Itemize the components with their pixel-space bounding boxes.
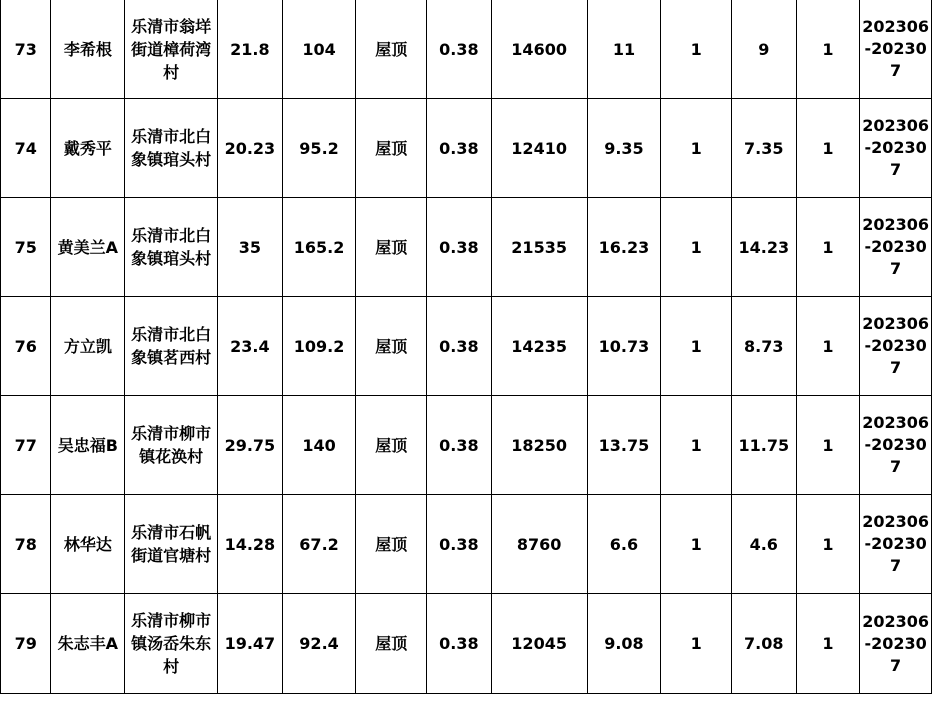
value-cell-1: 35 — [218, 198, 283, 297]
type-cell: 屋顶 — [356, 396, 427, 495]
table-row — [1, 396, 932, 495]
value-cell-1: 29.75 — [218, 396, 283, 495]
value-cell-1: 19.47 — [218, 594, 283, 694]
value-cell-6: 1 — [661, 297, 732, 396]
value-cell-4: 14600 — [491, 0, 587, 99]
table-row — [1, 0, 932, 99]
address-cell: 乐清市翁垟街道樟荷湾村 — [125, 0, 218, 99]
value-cell-7: 7.08 — [731, 594, 796, 694]
value-cell-7: 9 — [731, 0, 796, 99]
value-cell-2: 67.2 — [282, 495, 356, 594]
value-cell-5: 6.6 — [587, 495, 661, 594]
address-cell: 乐清市北白象镇茗西村 — [125, 297, 218, 396]
name-cell: 吴忠福B — [51, 396, 125, 495]
type-cell: 屋顶 — [356, 99, 427, 198]
value-cell-2: 140 — [282, 396, 356, 495]
date-cell: 202306-202307 — [860, 594, 932, 694]
value-cell-4: 14235 — [491, 297, 587, 396]
row-number-cell: 77 — [1, 396, 51, 495]
date-cell: 202306-202307 — [860, 495, 932, 594]
address-cell: 乐清市石帆街道官塘村 — [125, 495, 218, 594]
value-cell-2: 104 — [282, 0, 356, 99]
value-cell-1: 14.28 — [218, 495, 283, 594]
value-cell-3: 0.38 — [427, 495, 492, 594]
table-body — [1, 0, 932, 694]
value-cell-7: 4.6 — [731, 495, 796, 594]
value-cell-8: 1 — [796, 495, 860, 594]
row-number-cell: 79 — [1, 594, 51, 694]
value-cell-2: 165.2 — [282, 198, 356, 297]
value-cell-8: 1 — [796, 0, 860, 99]
table-row — [1, 198, 932, 297]
value-cell-8: 1 — [796, 396, 860, 495]
value-cell-6: 1 — [661, 198, 732, 297]
value-cell-2: 92.4 — [282, 594, 356, 694]
value-cell-4: 12045 — [491, 594, 587, 694]
name-cell: 李希根 — [51, 0, 125, 99]
date-cell: 202306-202307 — [860, 396, 932, 495]
address-cell: 乐清市柳市镇花涣村 — [125, 396, 218, 495]
value-cell-4: 12410 — [491, 99, 587, 198]
value-cell-3: 0.38 — [427, 594, 492, 694]
value-cell-3: 0.38 — [427, 297, 492, 396]
value-cell-1: 23.4 — [218, 297, 283, 396]
value-cell-8: 1 — [796, 198, 860, 297]
value-cell-5: 10.73 — [587, 297, 661, 396]
value-cell-7: 14.23 — [731, 198, 796, 297]
table-row — [1, 495, 932, 594]
value-cell-4: 21535 — [491, 198, 587, 297]
value-cell-6: 1 — [661, 99, 732, 198]
value-cell-7: 8.73 — [731, 297, 796, 396]
value-cell-5: 13.75 — [587, 396, 661, 495]
type-cell: 屋顶 — [356, 198, 427, 297]
value-cell-8: 1 — [796, 594, 860, 694]
type-cell: 屋顶 — [356, 495, 427, 594]
value-cell-1: 20.23 — [218, 99, 283, 198]
value-cell-3: 0.38 — [427, 0, 492, 99]
address-cell: 乐清市北白象镇琯头村 — [125, 99, 218, 198]
name-cell: 方立凯 — [51, 297, 125, 396]
value-cell-5: 9.35 — [587, 99, 661, 198]
table-row — [1, 99, 932, 198]
value-cell-6: 1 — [661, 0, 732, 99]
date-cell: 202306-202307 — [860, 0, 932, 99]
value-cell-3: 0.38 — [427, 99, 492, 198]
row-number-cell: 74 — [1, 99, 51, 198]
name-cell: 林华达 — [51, 495, 125, 594]
table-row — [1, 594, 932, 694]
value-cell-6: 1 — [661, 594, 732, 694]
type-cell: 屋顶 — [356, 297, 427, 396]
table-row — [1, 297, 932, 396]
type-cell: 屋顶 — [356, 594, 427, 694]
value-cell-8: 1 — [796, 99, 860, 198]
value-cell-4: 8760 — [491, 495, 587, 594]
name-cell: 黄美兰A — [51, 198, 125, 297]
value-cell-6: 1 — [661, 396, 732, 495]
date-cell: 202306-202307 — [860, 297, 932, 396]
value-cell-2: 109.2 — [282, 297, 356, 396]
value-cell-5: 9.08 — [587, 594, 661, 694]
name-cell: 戴秀平 — [51, 99, 125, 198]
address-cell: 乐清市北白象镇琯头村 — [125, 198, 218, 297]
date-cell: 202306-202307 — [860, 198, 932, 297]
value-cell-7: 7.35 — [731, 99, 796, 198]
value-cell-1: 21.8 — [218, 0, 283, 99]
row-number-cell: 73 — [1, 0, 51, 99]
type-cell: 屋顶 — [356, 0, 427, 99]
row-number-cell: 78 — [1, 495, 51, 594]
row-number-cell: 75 — [1, 198, 51, 297]
name-cell: 朱志丰A — [51, 594, 125, 694]
value-cell-6: 1 — [661, 495, 732, 594]
value-cell-8: 1 — [796, 297, 860, 396]
value-cell-5: 16.23 — [587, 198, 661, 297]
address-cell: 乐清市柳市镇汤岙朱东村 — [125, 594, 218, 694]
value-cell-2: 95.2 — [282, 99, 356, 198]
value-cell-5: 11 — [587, 0, 661, 99]
value-cell-7: 11.75 — [731, 396, 796, 495]
row-number-cell: 76 — [1, 297, 51, 396]
value-cell-4: 18250 — [491, 396, 587, 495]
value-cell-3: 0.38 — [427, 198, 492, 297]
date-cell: 202306-202307 — [860, 99, 932, 198]
value-cell-3: 0.38 — [427, 396, 492, 495]
